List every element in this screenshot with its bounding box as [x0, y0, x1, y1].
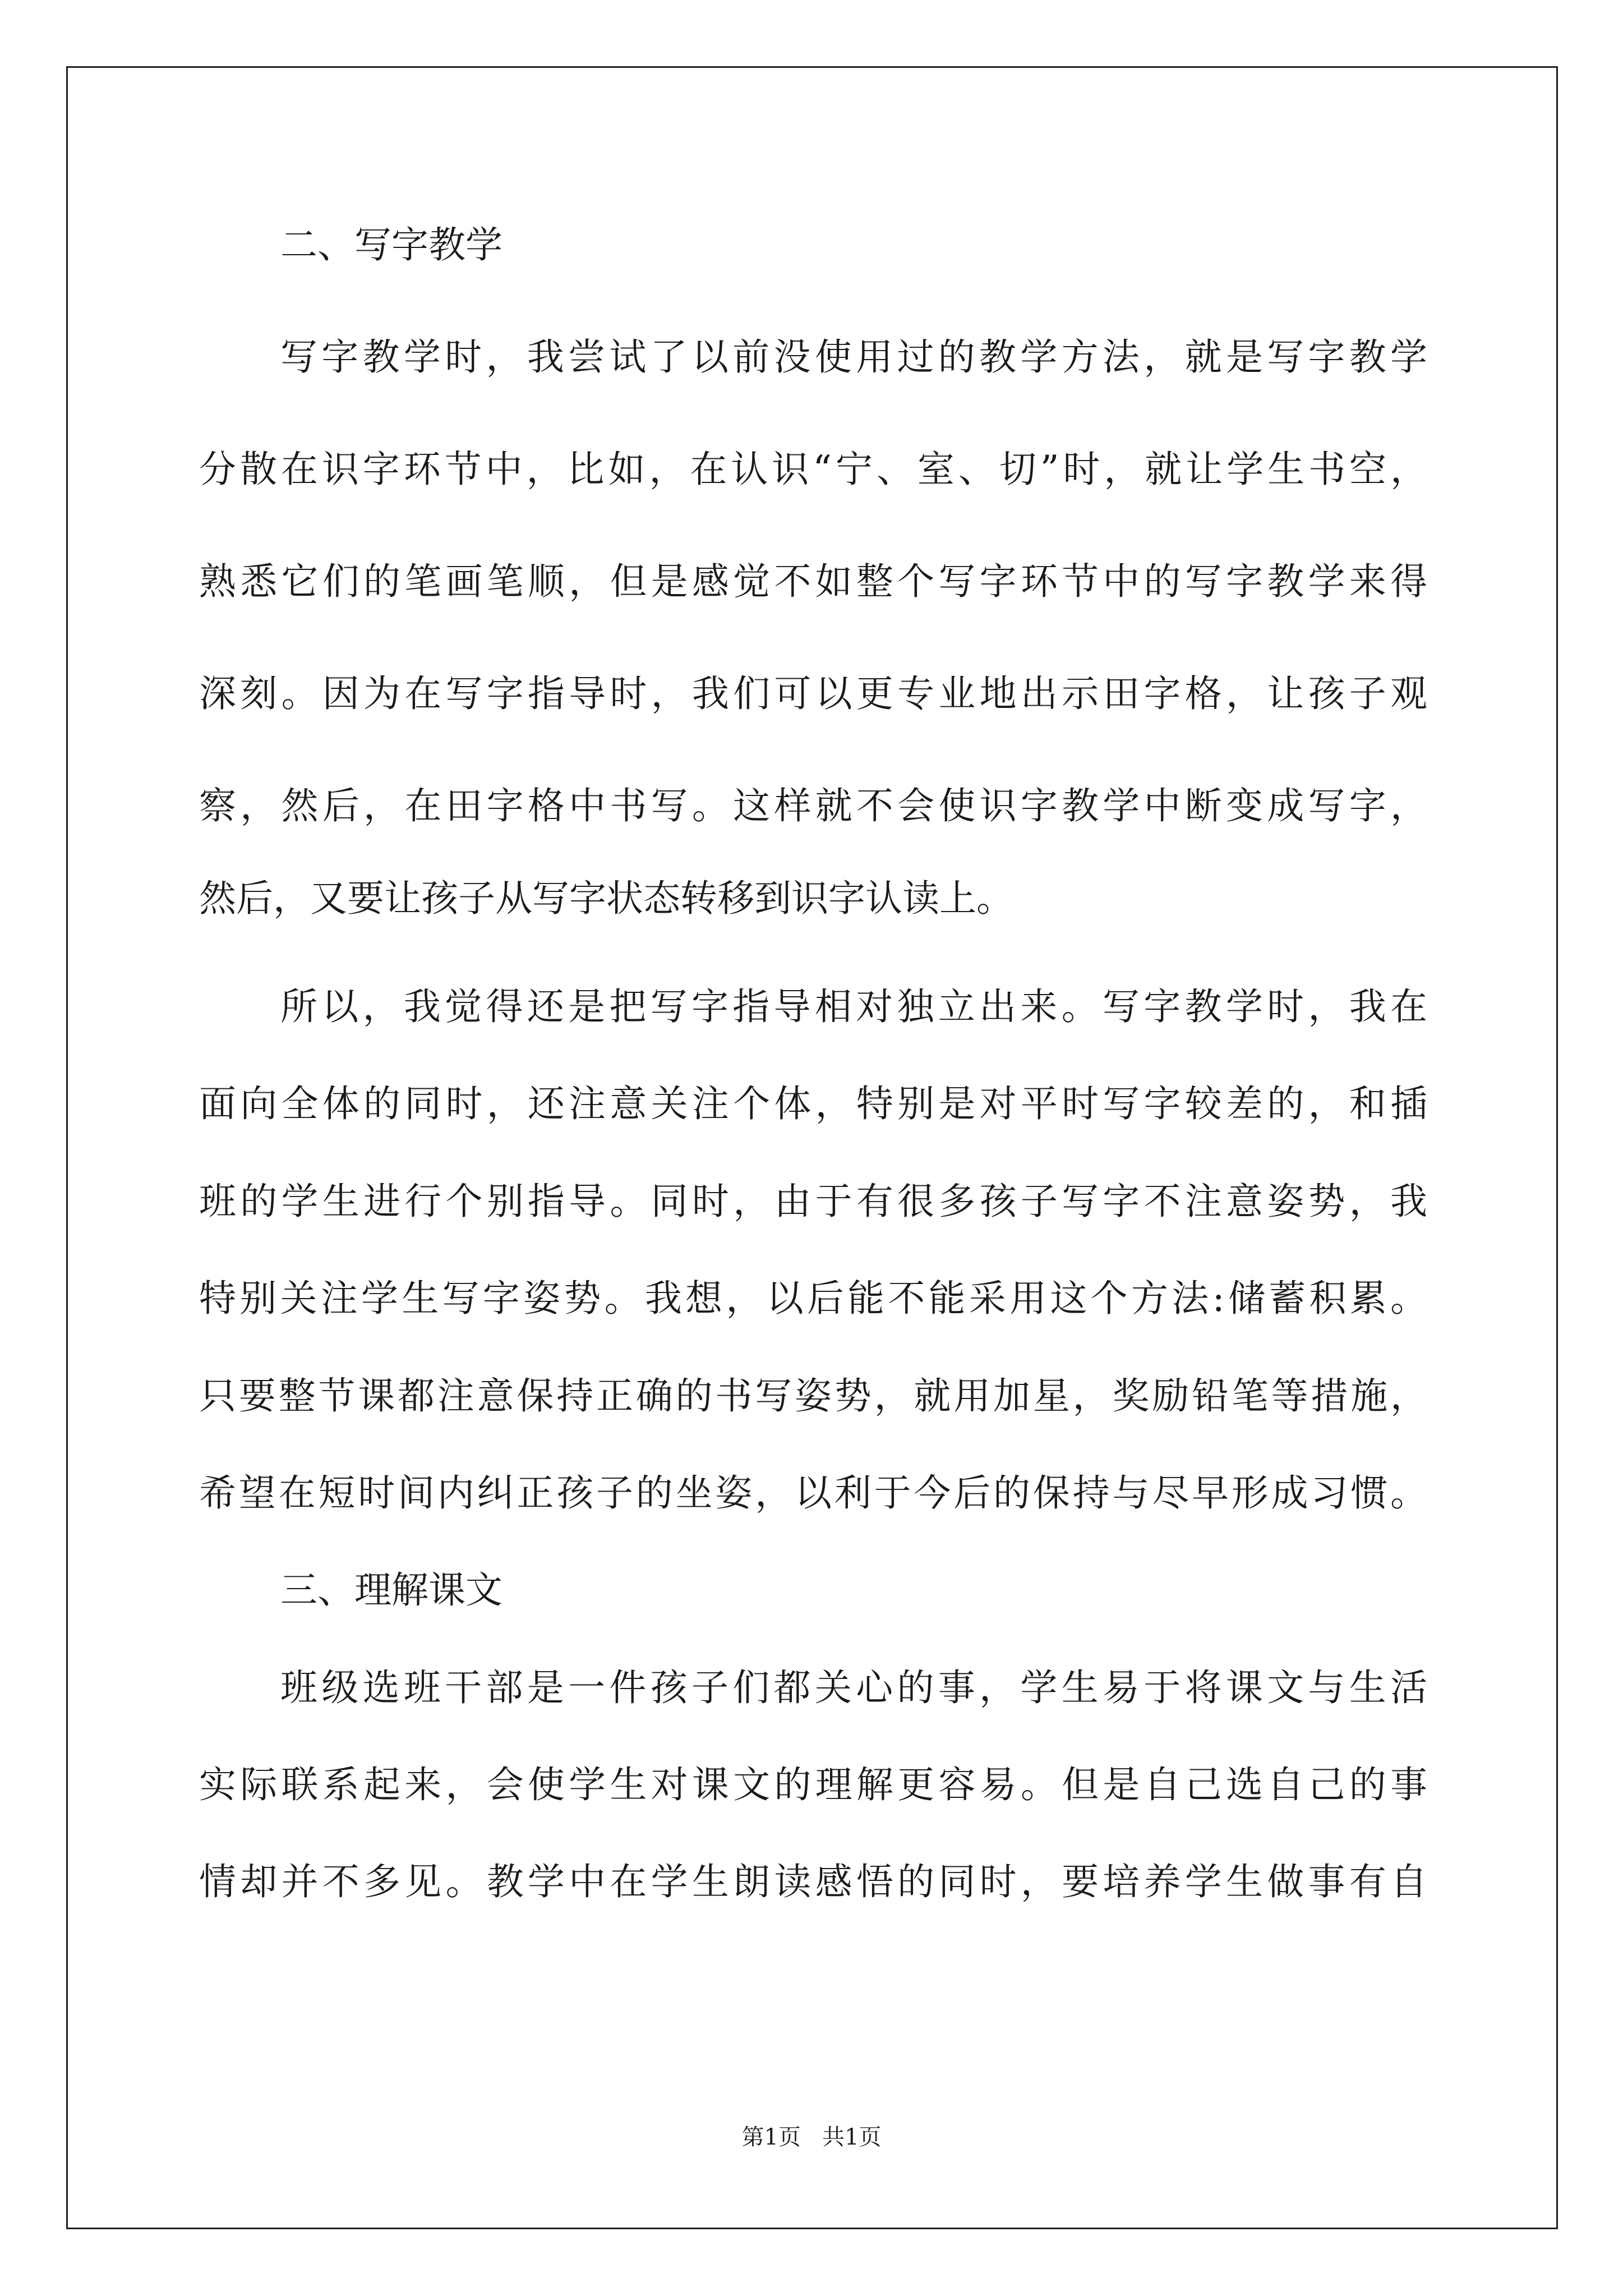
paragraph-line: 然后，又要让孩子从写字状态转移到识字认读上。 [199, 877, 1013, 920]
paragraph-line: 熟悉它们的笔画笔顺，但是感觉不如整个写字环节中的写字教学来得 [199, 560, 1427, 603]
paragraph-line: 面向全体的同时，还注意关注个体，特别是对平时写字较差的，和插 [199, 1082, 1427, 1125]
paragraph-line: 察，然后，在田字格中书写。这样就不会使识字教学中断变成写字， [199, 784, 1427, 827]
paragraph-line: 所以，我觉得还是把写字指导相对独立出来。写字教学时，我在 [280, 985, 1427, 1028]
section-heading-understanding: 三、理解课文 [280, 1568, 502, 1612]
paragraph-line: 希望在短时间内纠正孩子的坐姿，以利于今后的保持与尽早形成习惯。 [199, 1471, 1427, 1515]
page-border [66, 66, 1558, 2229]
paragraph-line: 写字教学时，我尝试了以前没使用过的教学方法，就是写字教学 [280, 335, 1427, 379]
paragraph-line: 实际联系起来，会使学生对课文的理解更容易。但是自己选自己的事 [199, 1763, 1427, 1806]
paragraph-line: 情却并不多见。教学中在学生朗读感悟的同时，要培养学生做事有自 [199, 1860, 1427, 1903]
paragraph-line: 分散在识字环节中，比如，在认识“宁、室、切”时，就让学生书空， [199, 448, 1427, 491]
paragraph-line: 特别关注学生写字姿势。我想，以后能不能采用这个方法:储蓄积累。 [199, 1277, 1427, 1320]
paragraph-line: 班的学生进行个别指导。同时，由于有很多孩子写字不注意姿势，我 [199, 1180, 1427, 1223]
section-heading-writing: 二、写字教学 [280, 223, 502, 266]
paragraph-line: 班级选班干部是一件孩子们都关心的事，学生易于将课文与生活 [280, 1666, 1427, 1709]
paragraph-line: 只要整节课都注意保持正确的书写姿势，就用加星，奖励铅笔等措施， [199, 1374, 1427, 1418]
page-footer: 第1页 共1页 [741, 2124, 882, 2150]
paragraph-line: 深刻。因为在写字指导时，我们可以更专业地出示田字格，让孩子观 [199, 672, 1427, 715]
